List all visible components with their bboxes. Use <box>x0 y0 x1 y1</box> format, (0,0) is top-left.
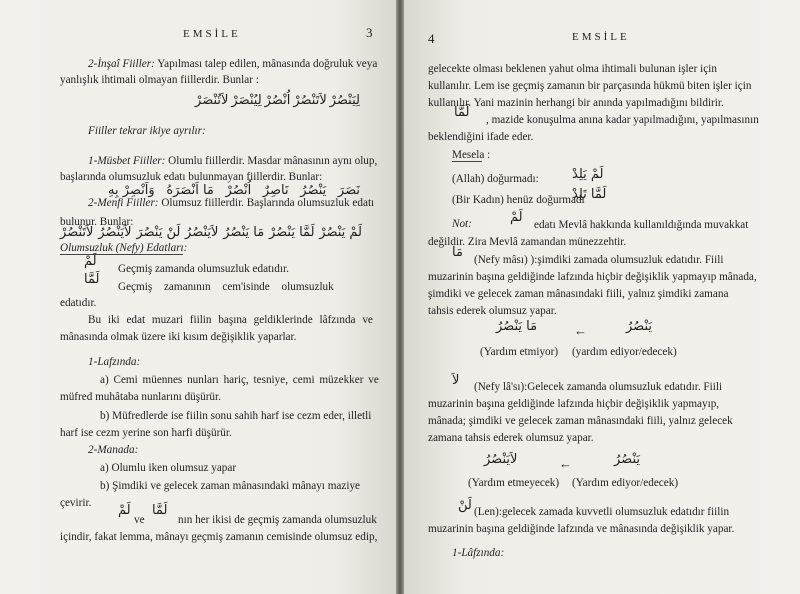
underline <box>60 254 183 255</box>
arabic-word: لاَيَنْصُرُ <box>98 225 132 240</box>
paragraph-line: muzarinin başına geldiğinde lafzında ve mânasında değişiklik yapar. <box>428 523 735 535</box>
arabic-word: لاَيَنْصُرُ <box>484 452 518 467</box>
paragraph-line: Geçmiş zamanda olumsuzluk edatıdır. <box>118 263 289 275</box>
left-page <box>0 0 396 594</box>
paragraph-line: bulunur. Bunlar: <box>60 216 134 228</box>
arrow-left-icon: ← <box>559 456 572 471</box>
arabic-word: مَا يَنْصُرُ <box>223 225 265 240</box>
arabic-word: لَمْ يَلِدْ <box>572 167 604 182</box>
paragraph-line: muzarinin başına geldiğinde lafzında hiçbir değişiklik yapmayıp mânada, <box>428 271 757 283</box>
paragraph-line: Bu iki edat muzari fiilin başına geldiklerinde lâfzında ve <box>88 314 373 326</box>
arabic-word: لَنْ يَنْصُرَ <box>136 225 181 240</box>
right-page <box>404 0 800 594</box>
arabic-word: نَاصِرٌ <box>262 183 289 198</box>
text-span: Olumsuz fiillerdir. Başlarında olumsuzluk edatı <box>161 197 375 209</box>
example-label: (Yardım etmeyecek) <box>468 477 560 489</box>
page-number: 3 <box>366 25 373 40</box>
subheading: 2-İnşaî Fiiller: <box>88 58 155 70</box>
arabic-word: لَنْ <box>458 498 472 513</box>
arabic-word: لَمْ <box>510 210 523 225</box>
paragraph-line: nın her ikisi de geçmiş zamanda olumsuzluk <box>178 514 377 526</box>
paragraph-line: a) Olumlu iken olumsuz yapar <box>100 462 237 474</box>
paragraph-line: içindir, fakat lemma, mânayı geçmiş zamanın cemisinde olumsuz edip, <box>60 531 378 543</box>
paragraph-line: harf ise cezm yerine son harfi düşürür. <box>60 427 232 439</box>
arabic-row <box>60 226 362 240</box>
example-text: (Bir Kadın) henüz doğurmadı <box>452 194 585 206</box>
example-label: (yardım ediyor/edecek) <box>572 346 677 358</box>
subheading: Not: <box>452 218 472 230</box>
arabic-word: وَاَنْصِرْ بِهِ <box>108 183 155 198</box>
subheading: 1-Müsbet Fiiller: <box>88 155 166 167</box>
example-label: (Yardım etmiyor) <box>480 346 559 358</box>
paragraph-line: (Len):gelecek zamada kuvvetli olumsuzluk edatıdır fiilin <box>474 506 730 518</box>
arabic-word: اُنْصُرْ <box>225 183 252 198</box>
arabic-word: لَمَّا تَلِدْ <box>572 187 607 202</box>
paragraph-line: şimdiki ve gelecek zaman mânasındaki fiili, yalnız şimdiki zamana <box>428 288 729 300</box>
arabic-word: اُنْصُرْ <box>264 93 291 108</box>
paragraph-line <box>88 154 377 168</box>
paragraph-line: kullanılır. Lem ise geçmiş zamanın bir parçasında hükmü biten işler için <box>428 80 752 92</box>
paragraph-line: yanlışlık ihtimali olmayan fiillerdir. Bunlar : <box>60 74 259 86</box>
arabic-word: مَا يَنْصُرُ <box>496 319 538 334</box>
text-span: ve <box>134 514 145 526</box>
paragraph-line <box>88 196 374 210</box>
subheading: 2-Menfi Fiiller: <box>88 197 159 209</box>
arrow-left-icon: ← <box>574 323 587 338</box>
arabic-word: يَنْصُرُ <box>300 183 327 198</box>
book-gutter <box>396 0 404 594</box>
arabic-word: لَمَّا <box>152 503 168 518</box>
arabic-word: يَنْصُرُ <box>614 452 640 467</box>
subheading: 2-Manada: <box>88 444 139 456</box>
paragraph-line: çevirir. <box>60 497 92 509</box>
paragraph-line: muzarinin başına geldiğinde lafzında hiçbir değişiklik yapmayıp, <box>428 398 720 410</box>
page-number: 4 <box>428 31 435 46</box>
paragraph-line: Mesela : <box>452 149 491 161</box>
subheading: 1-Lafzında: <box>88 356 141 368</box>
paragraph-line: edatı Mevlâ hakkında kullanıldığında muvakkat <box>534 219 749 231</box>
paragraph-line: , mazide konuşulma anına kadar yapılmadığını, yapılmasının <box>486 114 759 126</box>
arabic-word: نَصَرَ <box>337 183 360 198</box>
arabic-word: مَا اَنْصَرَهُ <box>166 183 214 198</box>
paragraph-line: (Nefy mâsı) ):şimdiki zamada olumsuzluk edatıdır. Fiili <box>474 254 724 266</box>
arabic-word: يَنْصُرُ <box>626 319 652 334</box>
arabic-word: لَمْ يَنْصُرْ <box>319 225 362 240</box>
arabic-word: لَمَّا <box>454 105 470 120</box>
arabic-word: لَمَّا يَنْصُرْ <box>268 225 315 240</box>
paragraph-line: mânasında olmak üzere iki kısım değişiklik yaparlar. <box>60 331 297 343</box>
arabic-word: لاَتُنْصَرْ <box>195 93 229 108</box>
paragraph-line: müfred muhâtaba nunlarını düşürür. <box>60 391 221 403</box>
arabic-word: لَمْ <box>118 503 131 518</box>
paragraph-line: (Nefy lâ'sı):Gelecek zamanda olumsuzluk edatıdır. Fiili <box>474 381 723 393</box>
paragraph-line: tahsis ederek olumsuz yapar. <box>428 305 557 317</box>
text-span: Yapılması talep edilen, mânasında doğruluk veya <box>157 58 378 70</box>
arabic-word: لِيَنْصُرْ <box>329 93 360 108</box>
arabic-word: لاَتَنْصُرْ <box>60 225 94 240</box>
arabic-word: لاَتَنْصُرْ <box>293 93 327 108</box>
running-header: EMSİLE <box>183 28 241 40</box>
arabic-word: لَمَّا <box>84 272 100 287</box>
paragraph-line: Geçmiş zamanının cem'isinde olumsuzluk <box>118 281 334 293</box>
paragraph-line: a) Cemi müennes nunları hariç, tesniye, cemi müzekker ve <box>100 374 379 386</box>
paragraph-line: başlarında olumsuzluk edatı bulunmayan fiillerdir. Bunlar: <box>60 171 323 183</box>
arabic-word: لاَ <box>452 373 460 388</box>
paragraph-line: gelecekte olması beklenen yahut olma ihtimali bulunan işler için <box>428 63 717 75</box>
arabic-row <box>195 94 360 108</box>
arabic-word: لَمْ <box>84 254 97 269</box>
paragraph-line: mânada; şimdiki ve gelecek zaman mânasındaki fiili, yalnız gelecek <box>428 415 733 427</box>
subheading: 1-Lâfzında: <box>452 547 505 559</box>
underline <box>452 161 482 162</box>
paragraph-line: değildir. Zira Mevlâ zamandan münezzehtir. <box>428 236 627 248</box>
arabic-word: لاَيَنْصُرُ <box>185 225 219 240</box>
paragraph-line: b) Müfredlerde ise fiilin sonu sahih harf ise cezm eder, illetli <box>100 410 372 422</box>
paragraph-line: kullanılır. Yani mazinin herhangi bir anında yapılmadığını bildirir. <box>428 97 724 109</box>
text-span: Olumlu fiillerdir. Masdar mânasının aynı olup, <box>168 155 378 167</box>
paragraph-line: beklendiğini ifade eder. <box>428 131 534 143</box>
arabic-word: مَا <box>452 245 463 260</box>
paragraph-line: zamana tahsis ederek olumsuz yapar. <box>428 432 594 444</box>
running-header: EMSİLE <box>572 31 630 43</box>
paragraph-line: b) Şimdiki ve gelecek zaman mânasındaki mânayı maziye <box>100 480 361 492</box>
arabic-word: لِيُنْصَرْ <box>231 93 262 108</box>
example-label: (Yardım ediyor/edecek) <box>572 477 679 489</box>
subheading: Olumsuzluk (Nefy) Edatları: <box>60 242 188 254</box>
example-text: (Allah) doğurmadı: <box>452 173 539 185</box>
subheading: Fiiller tekrar ikiye ayrılır: <box>88 125 206 137</box>
paragraph-line <box>88 57 377 71</box>
paragraph-line: edatıdır. <box>60 297 97 309</box>
